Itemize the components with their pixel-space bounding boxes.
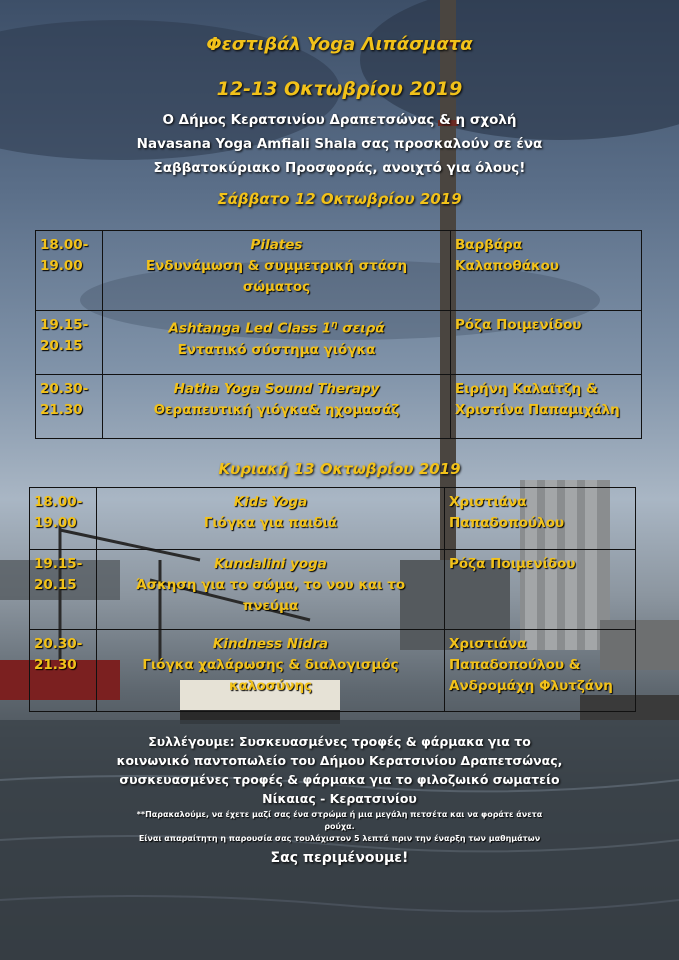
session-name: Kindness Nidra bbox=[212, 636, 329, 652]
collection-line: Συλλέγουμε: Συσκευασμένες τροφές & φάρμακα για το bbox=[148, 734, 531, 749]
session-name: Pilates bbox=[250, 237, 303, 253]
session-teacher: Βαρβάρα Καλαποθάκου bbox=[451, 231, 642, 311]
session-class: Kindness Nidra Γιόγκα χαλάρωσης & διαλογισμός καλοσύνης bbox=[97, 630, 445, 712]
sunday-heading: Κυριακή 13 Οκτωβρίου 2019 bbox=[218, 460, 461, 478]
session-class: Kundalini yoga Άσκηση για το σώμα, το νου και το πνεύμα bbox=[97, 550, 445, 630]
collection-line: συσκευασμένες τροφές & φάρμακα για το φιλοζωικό σωματείο bbox=[119, 772, 560, 787]
instructions-note bbox=[0, 809, 679, 845]
collection-notice bbox=[0, 732, 679, 808]
session-class: Kids Yoga Γιόγκα για παιδιά bbox=[97, 488, 445, 550]
note-line: Είναι απαραίτητη η παρουσία σας τουλάχιστον 5 λεπτά πριν την έναρξη των μαθημάτων bbox=[138, 834, 541, 843]
session-time: 20.30- 21.30 bbox=[36, 375, 103, 439]
session-name: Hatha Yoga Sound Therapy bbox=[173, 381, 380, 397]
table-row bbox=[30, 630, 636, 712]
session-name: Kundalini yoga bbox=[214, 556, 327, 572]
session-name: Ashtanga Led Class $1^\eta$ σειρά bbox=[168, 320, 385, 337]
table-row bbox=[30, 488, 636, 550]
note-line: ρούχα. bbox=[324, 822, 355, 831]
collection-line: Νίκαιας - Κερατσινίου bbox=[262, 791, 417, 806]
session-teacher: Ειρήνη Καλαϊτζη & Χριστίνα Παπαμιχάλη bbox=[451, 375, 642, 439]
closing-text: Σας περιμένουμε! bbox=[270, 850, 409, 866]
session-name: Kids Yoga bbox=[233, 494, 308, 510]
session-class: Ashtanga Led Class $1^\eta$ σειρά Εντατικό σύστημα γιόγκα bbox=[103, 311, 451, 375]
table-row bbox=[36, 311, 642, 375]
session-teacher: Ρόζα Ποιμενίδου bbox=[451, 311, 642, 375]
sunday-schedule-table bbox=[29, 487, 636, 712]
table-row bbox=[36, 375, 642, 439]
session-time: 19.15- 20.15 bbox=[36, 311, 103, 375]
saturday-heading: Σάββατο 12 Οκτωβρίου 2019 bbox=[217, 190, 462, 208]
table-row bbox=[36, 231, 642, 311]
session-time: 20.30- 21.30 bbox=[30, 630, 97, 712]
table-row bbox=[30, 550, 636, 630]
session-time: 19.15- 20.15 bbox=[30, 550, 97, 630]
session-class: Hatha Yoga Sound Therapy Θεραπευτική γιόγκα& ηχομασάζ bbox=[103, 375, 451, 439]
intro-line: Navasana Yoga Amfiali Shala σας προσκαλούν σε ένα bbox=[136, 136, 543, 152]
festival-title: Φεστιβάλ Yoga Λιπάσματα bbox=[206, 34, 473, 55]
session-class: Pilates Ενδυνάμωση & συμμετρική στάση σώματος bbox=[103, 231, 451, 311]
session-teacher: Ρόζα Ποιμενίδου bbox=[445, 550, 636, 630]
saturday-schedule-table bbox=[35, 230, 642, 439]
intro-line: Σαββατοκύριακο Προσφοράς, ανοιχτό για όλους! bbox=[153, 160, 526, 176]
intro-line: Ο Δήμος Κερατσινίου Δραπετσώνας & η σχολή bbox=[162, 112, 517, 128]
intro-text bbox=[0, 108, 679, 180]
session-time: 18.00- 19.00 bbox=[36, 231, 103, 311]
collection-line: κοινωνικό παντοπωλείο του Δήμου Κερατσινίου Δραπετσώνας, bbox=[116, 753, 563, 768]
festival-dates: 12-13 Οκτωβρίου 2019 bbox=[216, 78, 463, 100]
note-line: **Παρακαλούμε, να έχετε μαζί σας ένα στρώμα ή μια μεγάλη πετσέτα και να φοράτε άνετα bbox=[136, 810, 543, 819]
session-teacher: Χριστιάνα Παπαδοπούλου & Ανδρομάχη Φλυτζάνη bbox=[445, 630, 636, 712]
session-time: 18.00- 19.00 bbox=[30, 488, 97, 550]
session-teacher: Χριστιάνα Παπαδοπούλου bbox=[445, 488, 636, 550]
